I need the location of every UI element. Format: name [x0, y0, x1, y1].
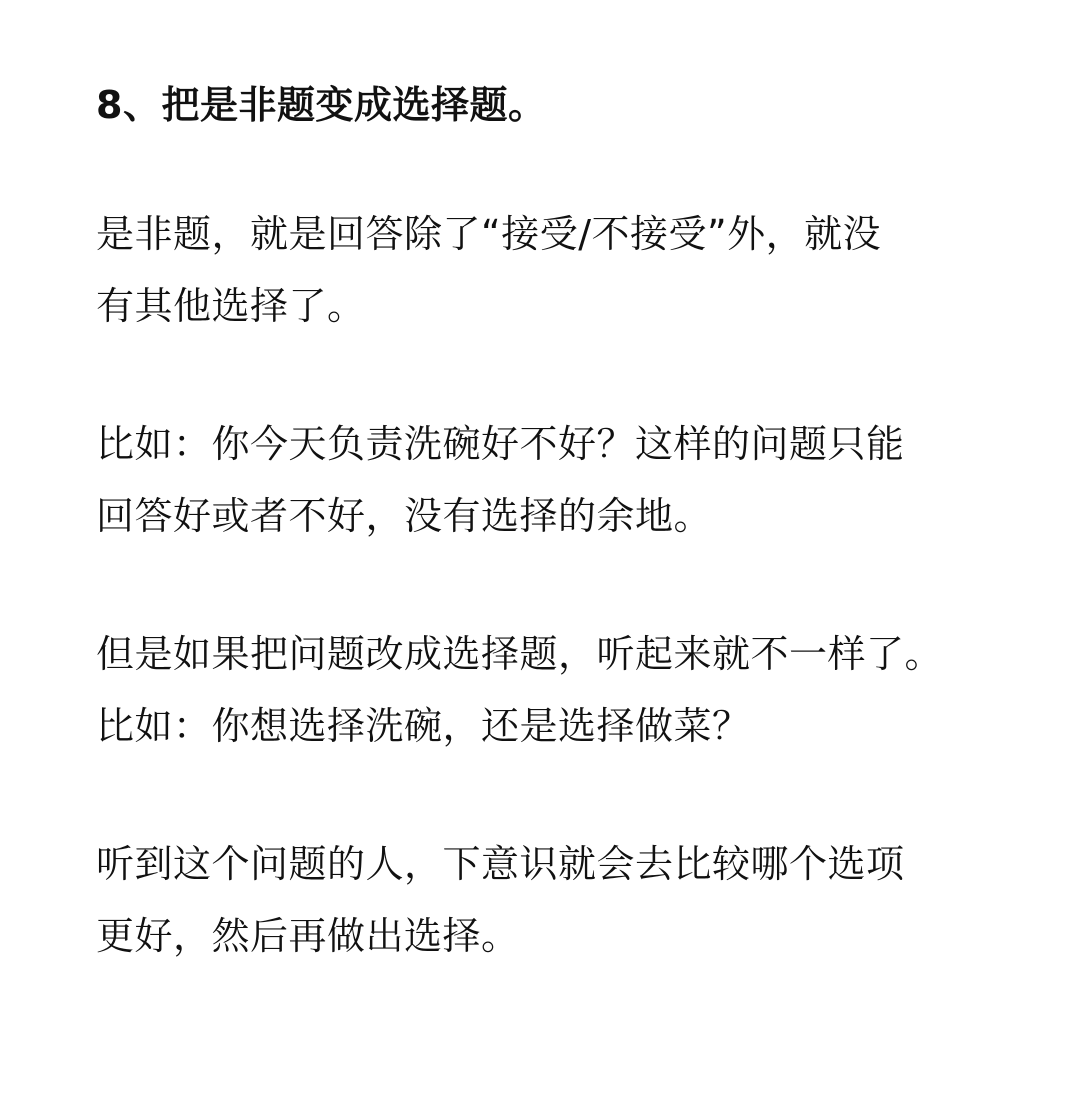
paragraph-alternative	[96, 618, 976, 762]
paragraph-line: 比如：你今天负责洗碗好不好？这样的问题只能	[96, 422, 905, 466]
paragraph-example	[96, 408, 976, 552]
paragraph-line: 有其他选择了。	[96, 284, 366, 328]
paragraph-definition	[96, 198, 976, 342]
paragraph-line: 回答好或者不好，没有选择的余地。	[96, 494, 713, 538]
paragraph-line: 听到这个问题的人，下意识就会去比较哪个选项	[96, 842, 905, 886]
article-body	[96, 70, 976, 1038]
section-heading: 8、把是非题变成选择题。	[96, 83, 547, 127]
paragraph-line: 比如：你想选择洗碗，还是选择做菜？	[96, 704, 751, 748]
paragraph-conclusion	[96, 828, 976, 972]
paragraph-line: 但是如果把问题改成选择题，听起来就不一样了。	[96, 632, 944, 676]
paragraph-line: 是非题，就是回答除了“接受/不接受”外，就没	[96, 212, 882, 256]
paragraph-line: 更好，然后再做出选择。	[96, 914, 520, 958]
